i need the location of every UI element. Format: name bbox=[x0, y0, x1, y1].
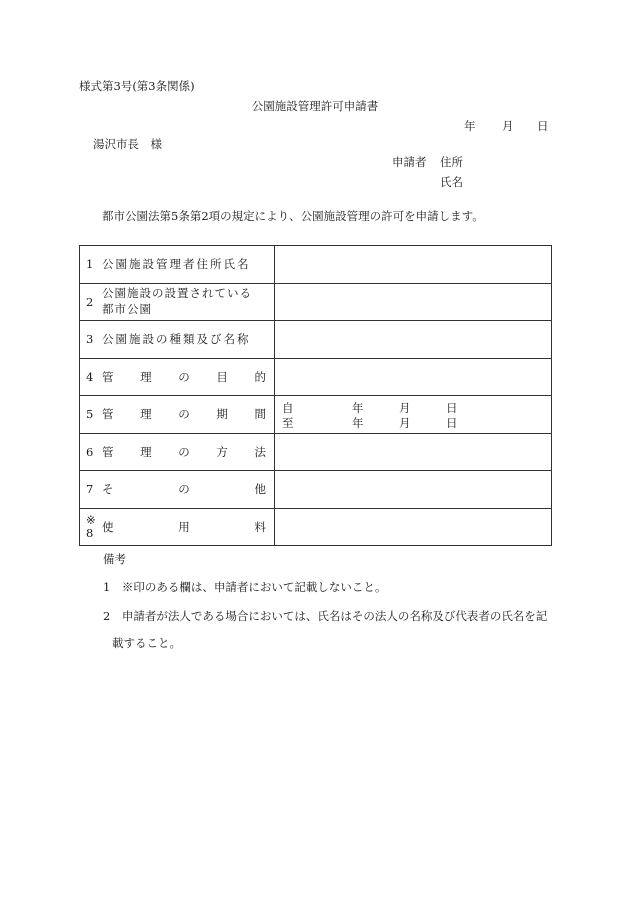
facility-type-field[interactable] bbox=[275, 321, 552, 359]
table-row bbox=[80, 508, 552, 546]
table-row bbox=[80, 283, 552, 321]
row-label-usage-fee: 使 用 料 bbox=[102, 519, 266, 534]
row-number: 1 bbox=[86, 257, 94, 272]
park-facility-manager-field[interactable] bbox=[275, 246, 552, 284]
date-month-label: 月 bbox=[502, 119, 514, 133]
period-from-month: 月 bbox=[399, 401, 411, 416]
period-from-label: 自 bbox=[282, 401, 294, 416]
other-field[interactable] bbox=[275, 471, 552, 509]
row-label-facility-type: 公園施設の種類及び名称 bbox=[102, 332, 251, 347]
application-table bbox=[79, 245, 552, 546]
table-row bbox=[80, 433, 552, 471]
addressee: 湯沢市長 様 bbox=[93, 137, 162, 151]
document-title: 公園施設管理許可申請書 bbox=[251, 99, 379, 113]
row-label-city-park: 公園施設の設置されている 都市公園 bbox=[102, 286, 252, 316]
applicant-label: 申請者 bbox=[392, 155, 427, 169]
row-number: ※ 8 bbox=[86, 514, 102, 539]
date-year-label: 年 bbox=[464, 119, 476, 133]
period-to-day: 日 bbox=[446, 416, 458, 431]
applicant-name-label: 氏名 bbox=[440, 175, 463, 189]
applicant-address-label: 住所 bbox=[440, 155, 463, 169]
management-period-field[interactable] bbox=[275, 396, 552, 434]
application-statement: 都市公園法第5条第2項の規定により、公園施設管理の許可を申請します。 bbox=[102, 209, 484, 223]
management-purpose-field[interactable] bbox=[275, 358, 552, 396]
row-number: 4 bbox=[86, 369, 94, 384]
form-number: 様式第3号(第3条関係) bbox=[79, 79, 195, 93]
note-item: 1 ※印のある欄は、申請者において記載しないこと。 bbox=[103, 580, 387, 594]
row-number: 7 bbox=[86, 482, 94, 497]
row-number: 6 bbox=[86, 444, 94, 459]
row-label-management-period: 管 理 の 期 間 bbox=[102, 407, 266, 422]
table-row bbox=[80, 396, 552, 434]
period-to-label: 至 bbox=[282, 416, 294, 431]
date-day-label: 日 bbox=[537, 119, 549, 133]
period-to-month: 月 bbox=[399, 416, 411, 431]
note-item: 2 申請者が法人である場合においては、氏名はその法人の名称及び代表者の氏名を記 bbox=[103, 609, 548, 623]
period-to-year: 年 bbox=[352, 416, 364, 431]
period-from-day: 日 bbox=[446, 401, 458, 416]
table-row bbox=[80, 358, 552, 396]
row-number: 2 bbox=[86, 294, 94, 309]
row-number: 3 bbox=[86, 332, 94, 347]
note-item-continuation: 載すること。 bbox=[112, 636, 181, 650]
table-row bbox=[80, 246, 552, 284]
table-row bbox=[80, 321, 552, 359]
office-use-mark: ※ bbox=[86, 513, 96, 528]
period-from-year: 年 bbox=[352, 401, 364, 416]
row-label-other: そ の 他 bbox=[102, 482, 266, 497]
row-label-management-purpose: 管 理 の 目 的 bbox=[102, 369, 266, 384]
row-number: 5 bbox=[86, 407, 94, 422]
row-label-management-method: 管 理 の 方 法 bbox=[102, 444, 266, 459]
table-row bbox=[80, 471, 552, 509]
management-method-field[interactable] bbox=[275, 433, 552, 471]
row-label-park-facility-manager: 公園施設管理者住所氏名 bbox=[102, 257, 251, 272]
usage-fee-field[interactable] bbox=[275, 508, 552, 546]
notes-title: 備考 bbox=[103, 552, 126, 566]
city-park-field[interactable] bbox=[275, 283, 552, 321]
